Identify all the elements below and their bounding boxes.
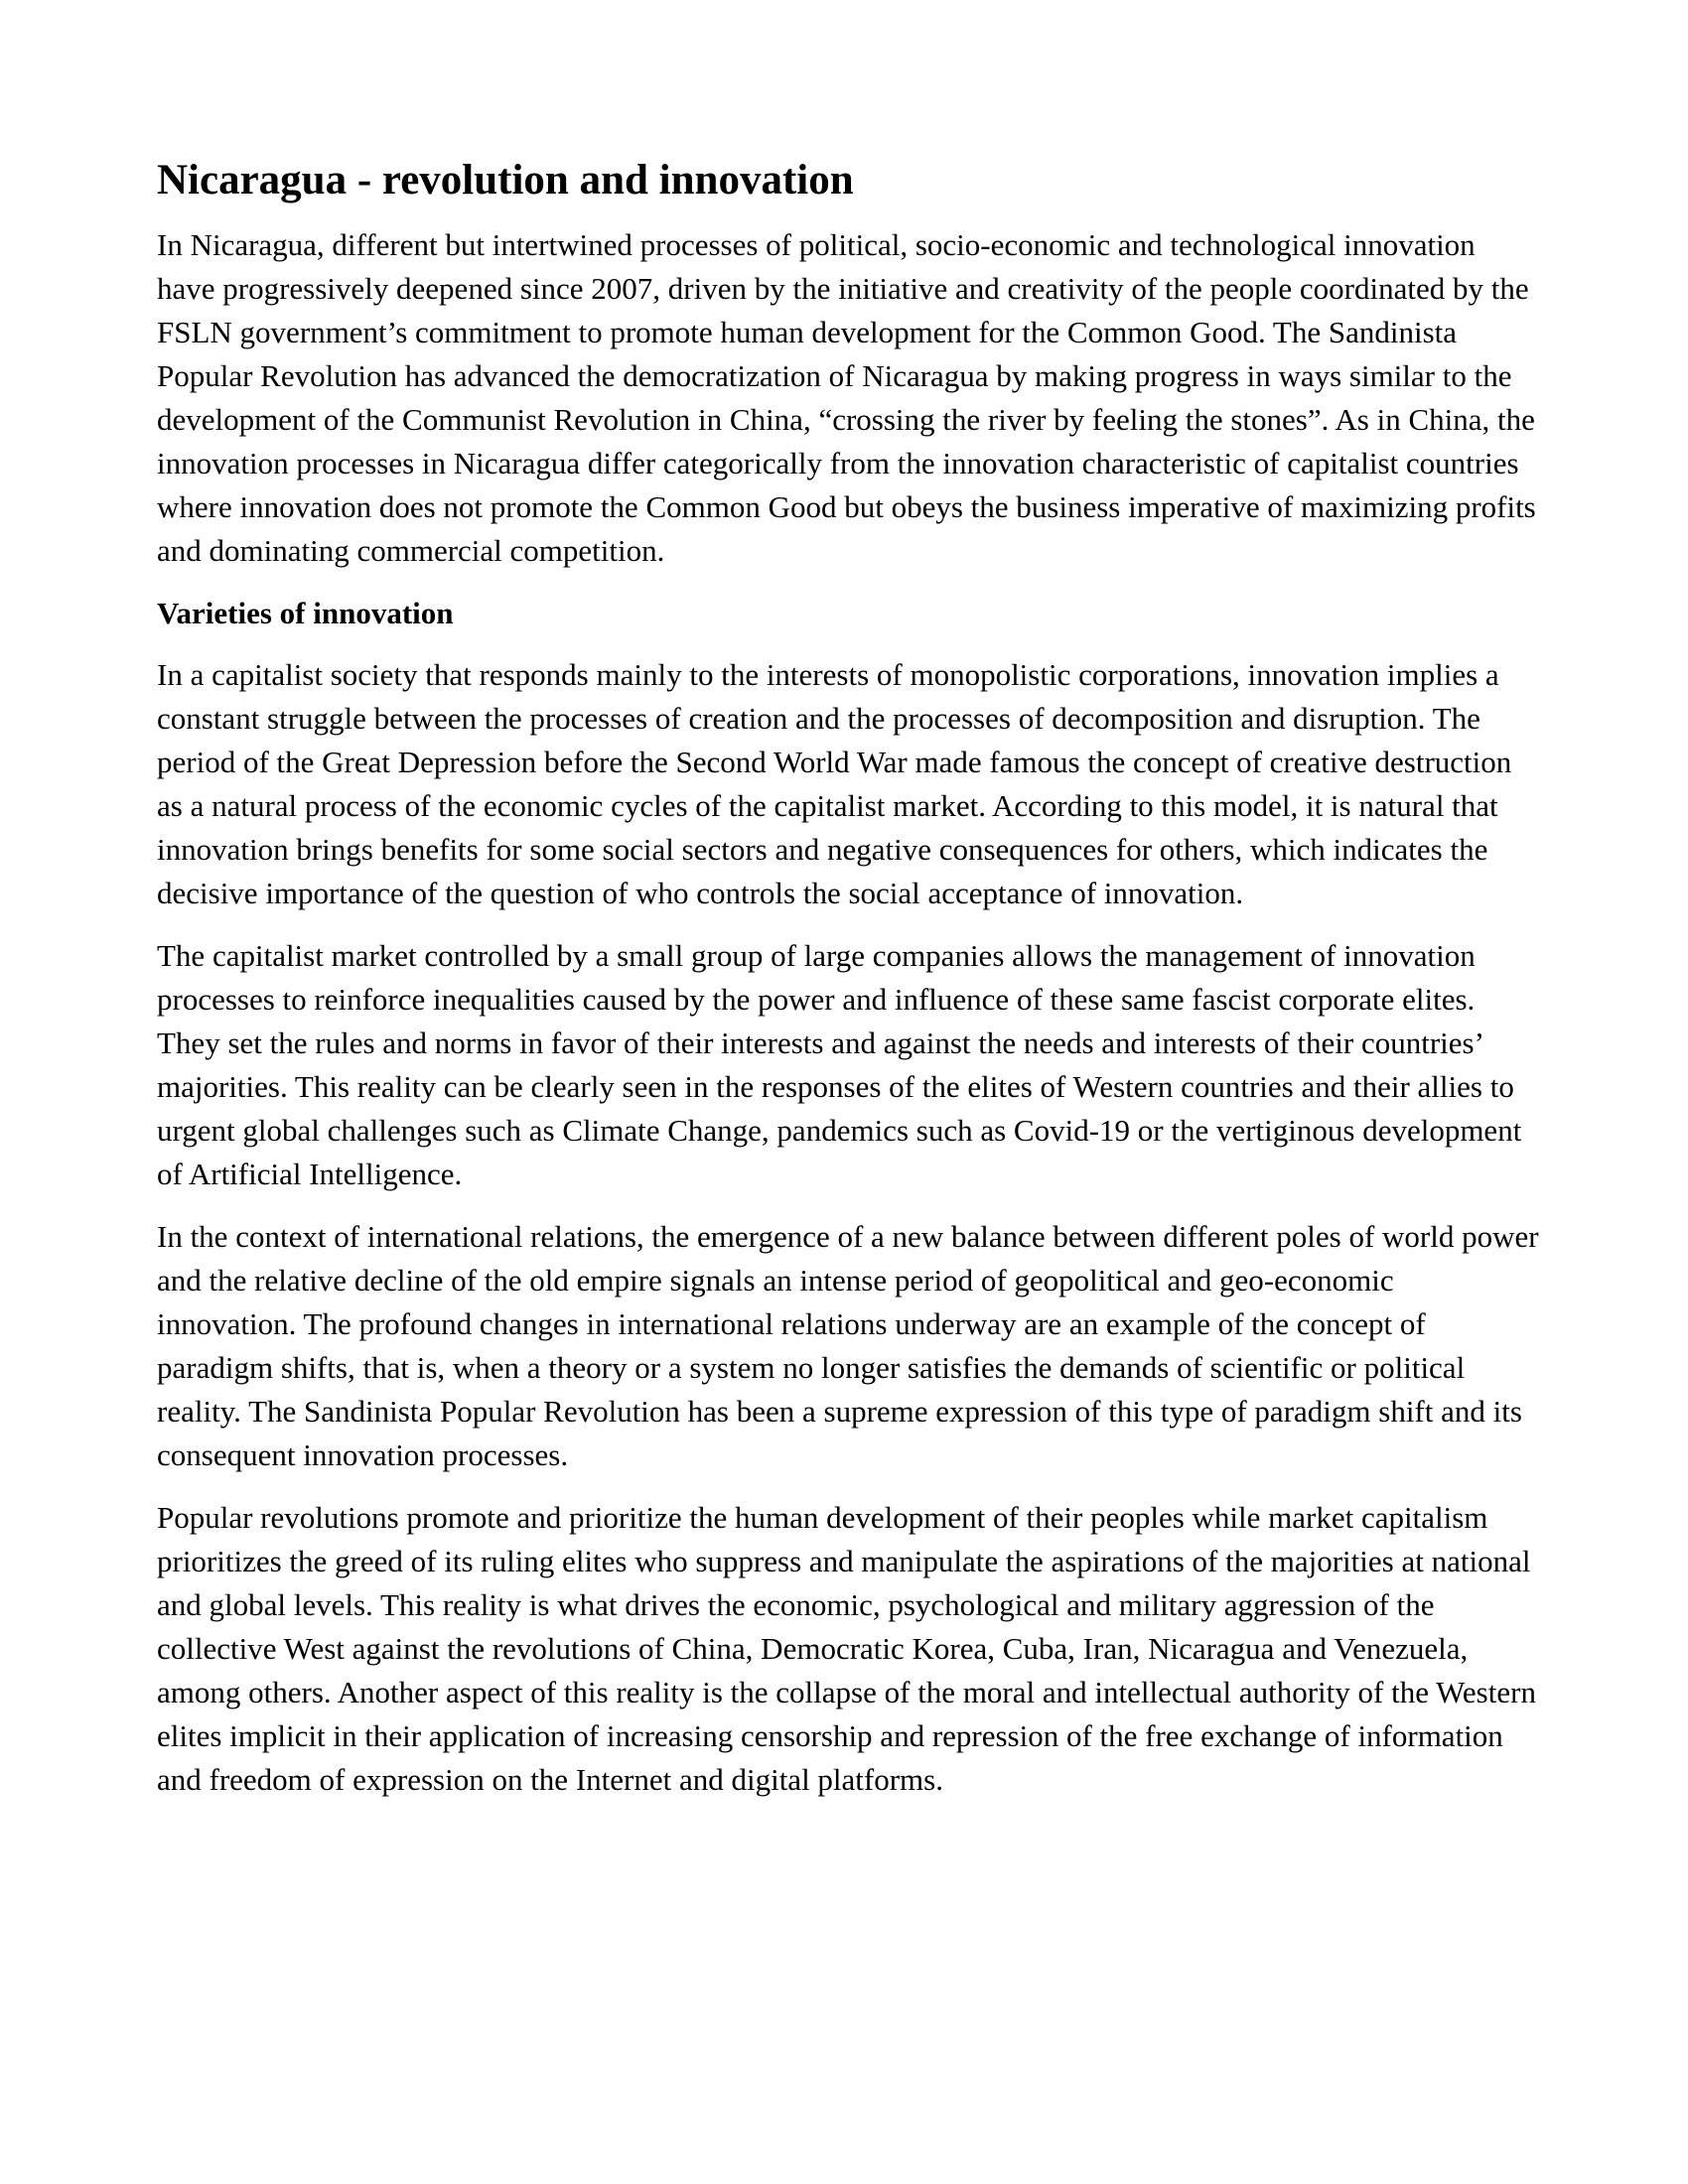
section-heading: Varieties of innovation [157, 596, 454, 630]
body-paragraph: In a capitalist society that responds mainly to the interests of monopolistic corporations, innovation implies a constant struggle between the processes of creation and the processes of decomposition and disruption. The period of the Great Depression before the Second World War made famous the concept of creative destruction as a natural process of the economic cycles of the capitalist market. According to this model, it is natural that innovation brings benefits for some social sectors and negative consequences for others, which indicates the decisive importance of the question of who controls the social acceptance of innovation. [157, 657, 1512, 910]
body-paragraph: Popular revolutions promote and prioritize the human development of their peoples while market capitalism prioritizes the greed of its ruling elites who suppress and manipulate the aspirations of the majorities at national and global levels. This reality is what drives the economic, psychological and military aggression of the collective West against the revolutions of China, Democratic Korea, Cuba, Iran, Nicaragua and Venezuela, among others. Another aspect of this reality is the collapse of the moral and intellectual authority of the Western elites implicit in their application of increasing censorship and repression of the free exchange of information and freedom of expression on the Internet and digital platforms. [157, 1500, 1536, 1797]
body-paragraph: In the context of international relations, the emergence of a new balance between different poles of world power and the relative decline of the old empire signals an intense period of geopolitical and geo-economic innovation. The profound changes in international relations underway are an example of the concept of paradigm shifts, that is, when a theory or a system no longer satisfies the demands of scientific or political reality. The Sandinista Popular Revolution has been a supreme expression of this type of paradigm shift and its consequent innovation processes. [157, 1219, 1539, 1472]
page-title: Nicaragua - revolution and innovation [157, 157, 854, 204]
document-body [157, 154, 1539, 1821]
intro-paragraph: In Nicaragua, different but intertwined processes of political, socio-economic and technological innovation have progressively deepened since 2007, driven by the initiative and creativity of the people coordinated by the FSLN government’s commitment to promote human development for the Common Good. The Sandinista Popular Revolution has advanced the democratization of Nicaragua by making progress in ways similar to the development of the Communist Revolution in China, “crossing the river by feeling the stones”. As in China, the innovation processes in Nicaragua differ categorically from the innovation characteristic of capitalist countries where innovation does not promote the Common Good but obeys the business imperative of maximizing profits and dominating commercial competition. [157, 227, 1536, 568]
body-paragraph: The capitalist market controlled by a small group of large companies allows the management of innovation processes to reinforce inequalities caused by the power and influence of these same fascist corporate elites. They set the rules and norms in favor of their interests and against the needs and interests of their countries’ majorities. This reality can be clearly seen in the responses of the elites of Western countries and their allies to urgent global challenges such as Climate Change, pandemics such as Covid-19 or the vertiginous development of Artificial Intelligence. [157, 938, 1522, 1191]
